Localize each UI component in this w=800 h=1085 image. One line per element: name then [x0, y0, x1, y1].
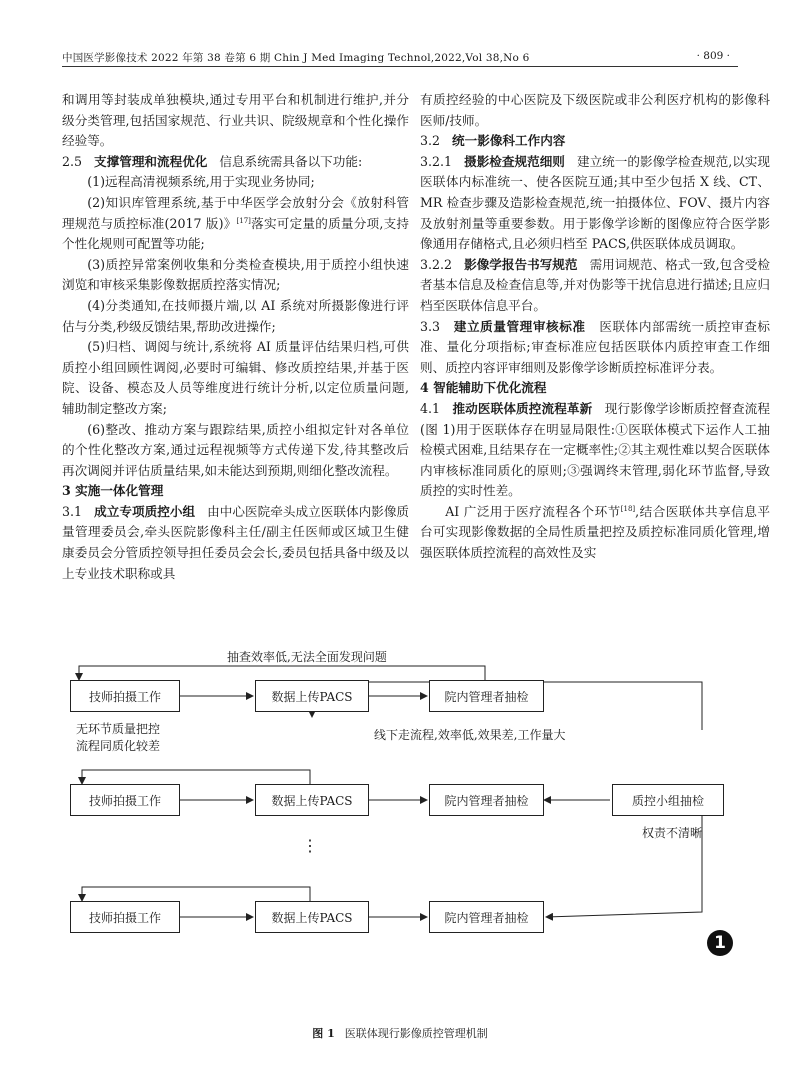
- page-number: · 809 ·: [696, 50, 730, 62]
- feedback-arrow: [82, 770, 310, 784]
- box-technician-imaging: [70, 784, 180, 816]
- section-2-5: [62, 152, 409, 173]
- paragraph: 和调用等封装成单独模块,通过专用平台和机制进行维护,并分级分类管理,包括国家规范、行业共识、院级规章和个性化操作经验等。: [62, 92, 409, 149]
- caption-number: 图 1: [312, 1027, 335, 1040]
- box-inhospital-sampling: [429, 901, 544, 933]
- section-number: 2.5: [62, 153, 83, 169]
- feedback-arrow: [82, 887, 310, 901]
- box-label: 技师拍摄工作: [88, 793, 161, 808]
- running-header-journal: 中国医学影像技术 2022 年第 38 卷第 6 期 Chin J Med Imaging Technol,2022,Vol 38,No 6: [62, 52, 530, 64]
- section-3-1: [62, 502, 409, 584]
- box-label: 技师拍摄工作: [88, 689, 161, 704]
- section-text: 需用词规范、格式一致,包含受检者基本信息及检查信息等,并对伪影等干扰信息进行描述;且应归档至医联体信息平台。: [420, 256, 770, 313]
- section-4-heading: 4 智能辅助下优化流程: [420, 380, 547, 396]
- section-4-1: [420, 399, 770, 502]
- list-item: (1)远程高清视频系统,用于实现业务协同;: [87, 174, 315, 190]
- right-column: [420, 90, 770, 564]
- box-label: 质控小组抽检: [631, 793, 704, 808]
- box-label: 数据上传PACS: [271, 910, 353, 925]
- list-item: (4)分类通知,在技师摄片端,以 AI 系统对所摄影像进行评估与分类,秒级反馈结果,帮助改进操作;: [62, 297, 409, 334]
- left-column: [62, 90, 409, 584]
- box-label: 院内管理者抽检: [444, 910, 529, 925]
- header-rule: [62, 66, 738, 67]
- list-item: (5)归档、调阅与统计,系统将 AI 质量评估结果归档,可供质控小组回顾性调阅,必要时可编辑、修改质控结果,并基于医院、设备、模态及人员等维度进行统计分析,以定位质量问题,辅助制定整改方案;: [62, 339, 409, 416]
- section-title: 影像学报告书写规范: [464, 256, 578, 272]
- box-inhospital-sampling: [429, 784, 544, 816]
- figure-caption: [0, 1025, 800, 1041]
- list-item: [62, 193, 409, 255]
- list-item: (6)整改、推动方案与跟踪结果,质控小组拟定针对各单位的个性化整改方案,通过远程视频等方式传递下发,待其整改后再次调阅并评估质量结果,如未能达到预期,则细化整改流程。: [62, 421, 409, 478]
- section-text: 医联体内部需统一质控审查标准、量化分项指标;审查标准应包括医联体内质控审查工作细则、质控内容评审细则及影像学诊断质控标准评分表。: [420, 318, 771, 375]
- box-qc-group-sampling: [612, 784, 724, 816]
- section-3-2: [420, 131, 770, 152]
- section-title: 摄影检查规范细则: [464, 153, 565, 169]
- section-text: 信息系统需具备以下功能:: [219, 153, 363, 169]
- feedback-arrow-top: [79, 666, 485, 680]
- paragraph: 有质控经验的中心医院及下级医院或非公利医疗机构的影像科医师/技师。: [420, 92, 770, 128]
- note-top: 抽查效率低,无法全面发现问题: [227, 650, 387, 664]
- paragraph-text: ,结合医联体共享信息平台可实现影像数据的全局性质量把控及质控标准同质化管理,增强医联体质控流程的高效性及实: [420, 503, 770, 561]
- box-label: 数据上传PACS: [271, 793, 353, 808]
- caption-text: 医联体现行影像质控管理机制: [344, 1027, 488, 1040]
- note-left-line1: 无环节质量把控: [76, 722, 161, 736]
- box-upload-pacs: [255, 784, 369, 816]
- section-3-2-1: [420, 152, 770, 255]
- box-label: 技师拍摄工作: [88, 910, 161, 925]
- box-label: 院内管理者抽检: [444, 689, 529, 704]
- section-title: 建立质量管理审核标准: [453, 318, 586, 334]
- section-title: 推动医联体质控流程革新: [452, 400, 593, 416]
- section-number: 3.2.1: [420, 153, 453, 169]
- vertical-ellipsis: ⋮: [302, 836, 318, 855]
- list-item-text: (2)知识库管理系统,基于中华医学会放射分会《放射科管理规范与质控标准(2017 版)》: [62, 194, 409, 231]
- section-number: 3.2: [420, 133, 441, 149]
- step-badge: 1: [707, 930, 733, 956]
- section-3-3: [420, 317, 770, 379]
- box-upload-pacs: [255, 901, 369, 933]
- note-middle: 线下走流程,效率低,效果差,工作量大: [374, 728, 566, 742]
- list-item: (3)质控异常案例收集和分类检查模块,用于质控小组快速浏览和审核采集影像数据质控落实情况;: [62, 256, 409, 293]
- box-label: 数据上传PACS: [271, 689, 353, 704]
- section-title: 成立专项质控小组: [94, 503, 196, 519]
- note-qc: 权责不清晰: [642, 826, 703, 840]
- box-inhospital-sampling: [429, 680, 544, 712]
- section-text: 建立统一的影像学检查规范,以实现医联体内标准统一、使各医院互通;其中至少包括 X 线、CT、MR 检查步骤及造影检查规范,统一拍摄体位、FOV、摄片内容及放射剂量等重要参数。用于影像学诊断的图像应符合医学影像通用存储格式,且必须归档至 PACS,供医联体成员调取。: [420, 153, 771, 252]
- box-upload-pacs: [255, 680, 369, 712]
- section-number: 3.1: [62, 503, 83, 519]
- paragraph-text: AI 广泛用于医疗流程各个环节: [445, 503, 621, 519]
- section-3-heading: 3 实施一体化管理: [62, 483, 164, 499]
- note-left-line2: 流程同质化较差: [76, 739, 161, 753]
- box-technician-imaging: [70, 680, 180, 712]
- section-number: 3.2.2: [420, 256, 453, 272]
- section-number: 3.3: [420, 318, 441, 334]
- citation[interactable]: [17]: [236, 216, 251, 225]
- box-technician-imaging: [70, 901, 180, 933]
- figure-1-flowchart: [62, 640, 762, 980]
- section-text: 由中心医院牵头成立医联体内影像质量管理委员会,牵头医院影像科主任/副主任医师或区域卫生健康委员会分管质控领导担任委员会会长,委员包括具备中级及以上专业技术职称或具: [62, 503, 410, 581]
- paragraph: [420, 502, 770, 564]
- section-title: 支撑管理和流程优化: [94, 153, 208, 169]
- section-text: 现行影像学诊断质控督查流程(图 1)用于医联体存在明显局限性:①医联体模式下运作人工抽检模式困难,且结果存在一定概率性;②其主观性难以契合医联体内审核标准同质化的原则;③强调终末管理,弱化环节监督,导致质控的实时性差。: [420, 400, 771, 499]
- list-item-text: 落实可定量的质量分项,支持个性化规则可配置等功能;: [62, 215, 409, 252]
- section-number: 4.1: [420, 400, 441, 416]
- section-3-2-2: [420, 255, 770, 317]
- box-label: 院内管理者抽检: [444, 793, 529, 808]
- section-title: 统一影像科工作内容: [452, 133, 566, 149]
- citation[interactable]: [18]: [620, 504, 636, 513]
